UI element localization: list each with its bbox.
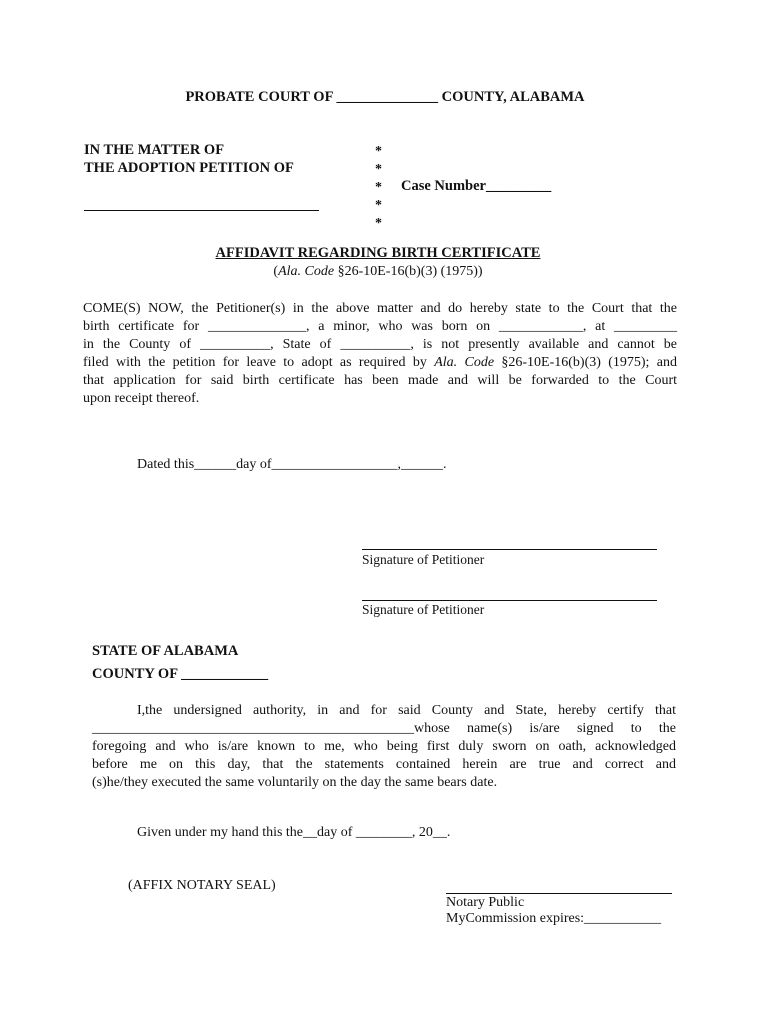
body-line: upon receipt thereof. — [83, 391, 200, 406]
court-title: PROBATE COURT OF ______________ COUNTY, ALABAMA — [185, 89, 585, 105]
commission-expires: MyCommission expires:___________ — [446, 911, 662, 926]
caption-star: * — [375, 216, 382, 231]
caption-star: * — [375, 198, 382, 213]
body-line: filed with the petition for leave to adopt as required by Ala. Code §26-10E-16(b)(3) (1975); and — [83, 355, 677, 370]
affidavit-body — [83, 300, 677, 408]
body-line: that application for said birth certificate has been made and will be forwarded to the Court — [83, 373, 677, 388]
signature-label-1: Signature of Petitioner — [362, 552, 485, 567]
affidavit-citation: (Ala. Code §26-10E-16(b)(3) (1975)) — [273, 264, 483, 279]
matter-line-2: THE ADOPTION PETITION OF — [84, 160, 294, 176]
caption-star: * — [375, 162, 382, 177]
matter-line-1: IN THE MATTER OF — [84, 142, 225, 158]
signature-line-2 — [362, 600, 657, 601]
body-line: COME(S) NOW, the Petitioner(s) in the above matter and do hereby state to the Court that the — [83, 301, 677, 316]
petitioner-name-line — [84, 210, 319, 211]
notary-signature-line — [446, 893, 672, 894]
county-heading: COUNTY OF ____________ — [92, 666, 269, 682]
certify-line: foregoing and who is/are known to me, who being first duly sworn on oath, acknowledged — [92, 739, 676, 754]
notary-public-label: Notary Public — [446, 895, 525, 910]
body-line: in the County of __________, State of __________, is not presently available and cannot be — [83, 337, 677, 352]
certify-line: before me on this day, that the statements contained herein are true and correct and — [92, 757, 676, 772]
certify-line: I,the undersigned authority, in and for said County and State, hereby certify that — [137, 703, 676, 718]
caption-star: * — [375, 144, 382, 159]
affidavit-title: AFFIDAVIT REGARDING BIRTH CERTIFICATE — [215, 245, 541, 261]
signature-line-1 — [362, 549, 657, 550]
certify-line: (s)he/they executed the same voluntarily on the day the same bears date. — [92, 775, 498, 790]
caption-star: * — [375, 180, 382, 195]
body-line: birth certificate for ______________, a minor, who was born on ____________, at _________ — [83, 319, 677, 334]
given-line: Given under my hand this the__day of ________, 20__. — [137, 825, 451, 840]
notary-seal-label: (AFFIX NOTARY SEAL) — [128, 878, 276, 893]
dated-line: Dated this______day of__________________,______. — [137, 457, 447, 472]
state-heading: STATE OF ALABAMA — [92, 643, 239, 659]
case-number-label: Case Number_________ — [401, 178, 552, 194]
certify-body — [92, 702, 676, 792]
certify-line: ______________________________________________whose name(s) is/are signed to the — [92, 721, 676, 736]
signature-label-2: Signature of Petitioner — [362, 602, 485, 617]
